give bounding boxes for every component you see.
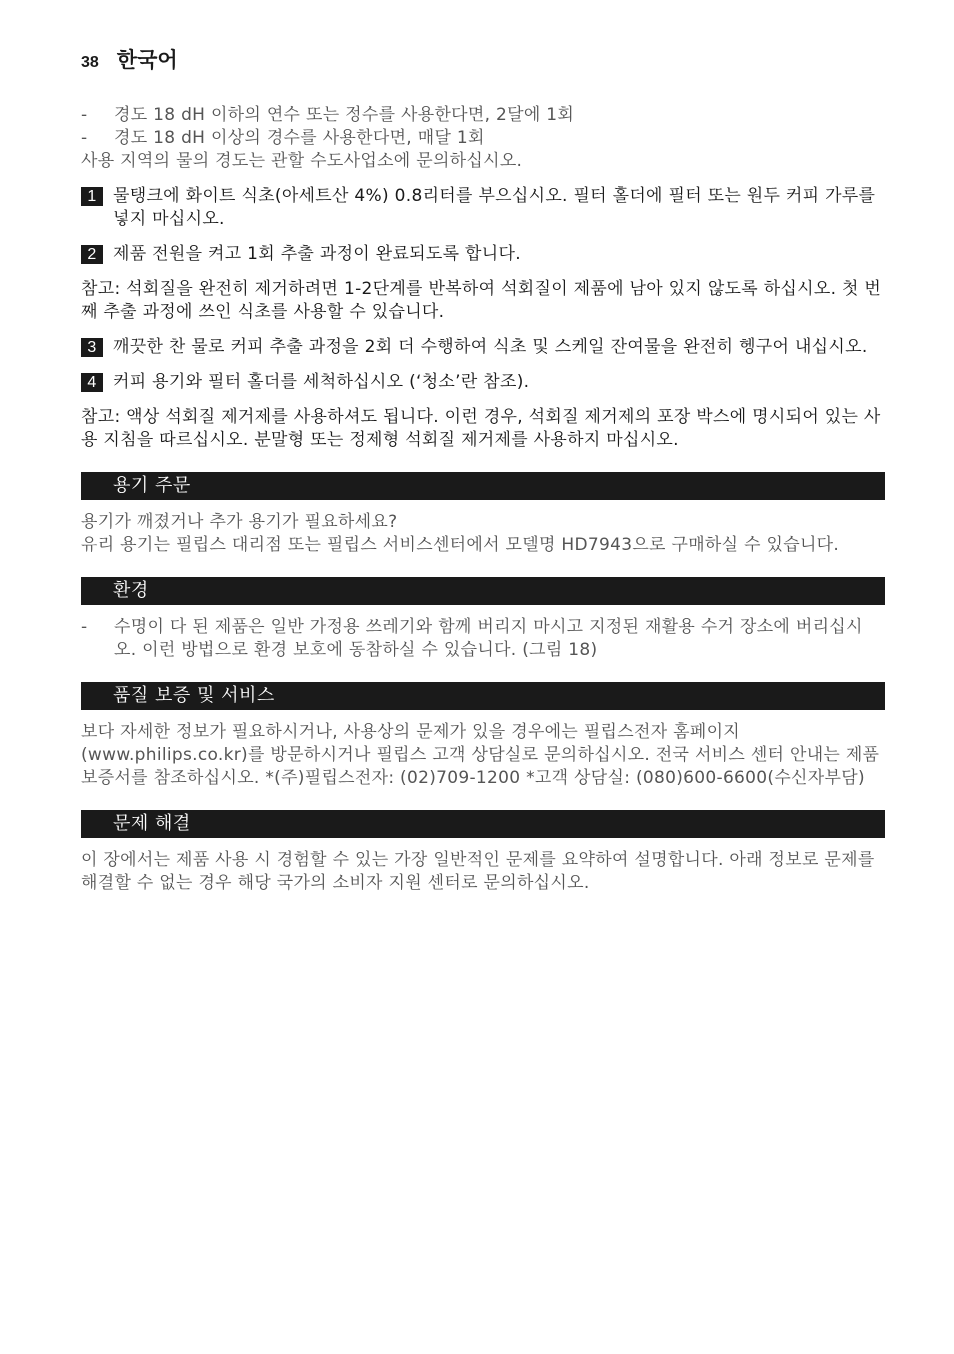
page-header [81, 44, 178, 74]
step-number-badge: 2 [81, 245, 103, 264]
note-liquid-descaler: 참고: 액상 석회질 제거제를 사용하셔도 됩니다. 이런 경우, 석회질 제거제의 포장 박스에 명시되어 있는 사용 지침을 따르십시오. 분말형 또는 정제형 석회질 제거제를 사용하지 마십시오. [81, 407, 881, 450]
step-text: 깨끗한 찬 물로 커피 추출 과정을 2회 더 수행하여 식초 및 스케일 잔여물을 완전히 헹구어 내십시오. [113, 337, 868, 357]
step-text: 커피 용기와 필터 홀더를 세척하십시오 (‘청소’란 참조). [113, 372, 530, 392]
page-language-title: 한국어 [116, 48, 178, 72]
section-heading-troubleshooting: 문제 해결 [81, 810, 885, 838]
dash-bullet: - [81, 105, 88, 125]
step-number-badge: 3 [81, 338, 103, 357]
hardness-soft-item: - 경도 18 dH 이하의 연수 또는 정수를 사용한다면, 2달에 1회 [81, 105, 575, 125]
section-heading-environment: 환경 [81, 577, 885, 605]
page-number: 38 [81, 54, 99, 71]
section-heading-order: 용기 주문 [81, 472, 885, 500]
page-content [81, 104, 885, 895]
step-text: 물탱크에 화이트 식초(아세트산 4%) 0.8리터를 부으십시오. 필터 홀더에 필터 또는 원두 커피 가루를 넣지 마십시오. [113, 186, 876, 229]
troubleshooting-text: 이 장에서는 제품 사용 시 경험할 수 있는 가장 일반적인 문제를 요약하여 설명합니다. 아래 정보로 문제를 해결할 수 없는 경우 해당 국가의 소비자 지원 센터로 문의하십시오. [81, 850, 875, 893]
step-text: 제품 전원을 켜고 1회 추출 과정이 완료되도록 합니다. [113, 244, 521, 264]
step-2 [81, 243, 885, 266]
step-4 [81, 371, 885, 394]
step-1 [81, 185, 885, 231]
hardness-hard-item: - 경도 18 dH 이상의 경수를 사용한다면, 매달 1회 [81, 128, 485, 148]
order-info: 유리 용기는 필립스 대리점 또는 필립스 서비스센터에서 모델명 HD7943으로 구매하실 수 있습니다. [81, 535, 840, 555]
dash-bullet: - [81, 617, 88, 637]
dash-bullet: - [81, 128, 88, 148]
step-number-badge: 4 [81, 373, 103, 392]
section-heading-guarantee: 품질 보증 및 서비스 [81, 682, 885, 710]
note-repeat: 참고: 석회질을 완전히 제거하려면 1-2단계를 반복하여 석회질이 제품에 남아 있지 않도록 하십시오. 첫 번째 추출 과정에 쓰인 식초를 사용할 수 있습니다. [81, 279, 882, 322]
guarantee-text: 보다 자세한 정보가 필요하시거나, 사용상의 문제가 있을 경우에는 필립스전자 홈페이지(www.philips.co.kr)를 방문하시거나 필립스 고객 상담실로 문의하십시오. 전국 서비스 센터 안내는 제품 보증서를 참조하십시오. *(주)필립스전자: (02)709-1200 *고객 상담실: (080)600-6600(수신자부담) [81, 722, 880, 788]
hardness-note: 사용 지역의 물의 경도는 관할 수도사업소에 문의하십시오. [81, 151, 523, 171]
environment-item: - 수명이 다 된 제품은 일반 가정용 쓰레기와 함께 버리지 마시고 지정된 재활용 수거 장소에 버리십시오. 이런 방법으로 환경 보호에 동참하실 수 있습니다. (그림 18) [81, 617, 863, 660]
order-question: 용기가 깨졌거나 추가 용기가 필요하세요? [81, 512, 398, 532]
step-number-badge: 1 [81, 187, 103, 206]
step-3 [81, 336, 885, 359]
